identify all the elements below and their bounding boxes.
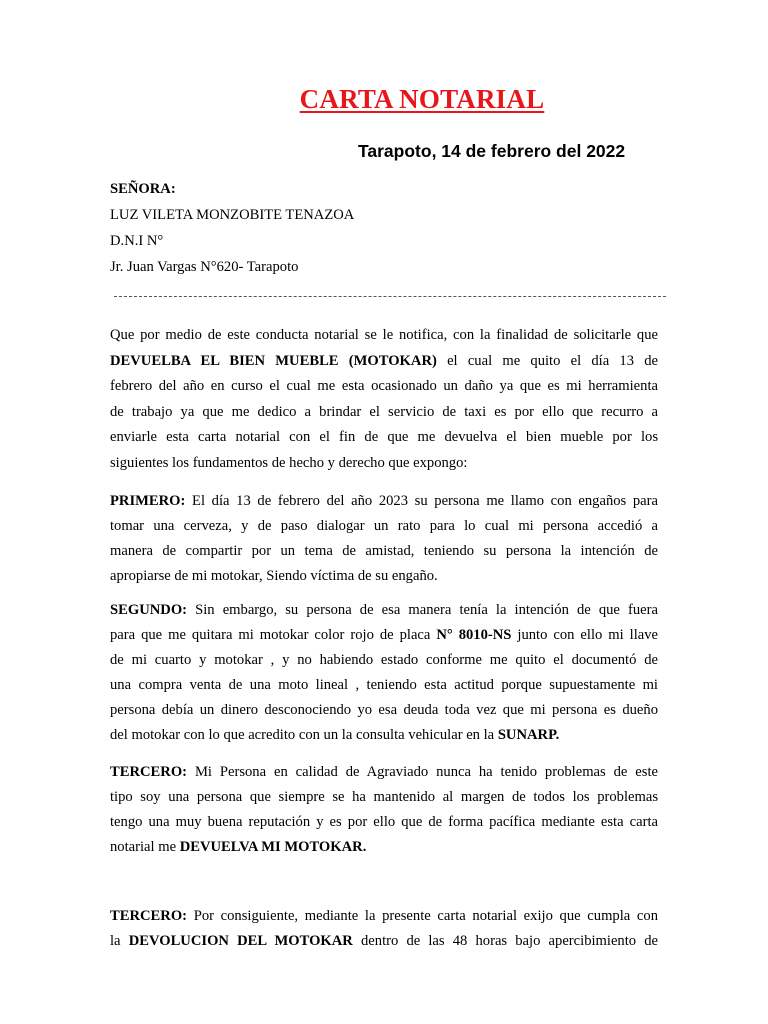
tercero2-label: TERCERO: [110, 908, 188, 924]
segundo-line-6 [110, 723, 658, 748]
tercero1-line-4 [110, 835, 658, 860]
primero-paragraph [110, 489, 658, 589]
segundo-label: SEGUNDO: [110, 602, 188, 618]
recipient-dni: D.N.I N° [110, 233, 164, 249]
recipient-address: Jr. Juan Vargas N°620- Tarapoto [110, 259, 299, 275]
tercero1-label: TERCERO: [110, 764, 188, 780]
primero-line-1 [110, 489, 658, 514]
primero-line-2: tomar una cerveza, y de paso dialogar un rato para lo cual mi persona accedió a [110, 518, 658, 534]
sunarp-label: SUNARP. [497, 727, 560, 743]
tercero1-line-4-a: notarial me [110, 839, 180, 855]
primero-line-4: apropiarse de mi motokar, Siendo víctima de su engaño. [110, 568, 438, 584]
tercero-paragraph-2 [110, 904, 658, 954]
separator-line [114, 296, 666, 297]
recipient-name: LUZ VILETA MONZOBITE TENAZOA [110, 207, 355, 223]
recipient-salutation: SEÑORA: [110, 181, 176, 197]
tercero1-line-1 [110, 760, 658, 785]
segundo-line-5: persona debía un dinero desconociendo yo esa deuda toda vez que mi persona es dueño [110, 702, 658, 718]
tercero2-line-2-b: dentro de las 48 horas bajo apercibimiento de [352, 933, 659, 949]
tercero-paragraph-1 [110, 760, 658, 860]
segundo-line-4: una compra venta de una moto lineal , teniendo esta actitud porque supuestamente mi [110, 677, 658, 693]
document-date: Tarapoto, 14 de febrero del 2022 [358, 141, 626, 161]
intro-line-3: febrero del año en curso el cual me esta ocasionado un daño ya que es mi herramienta [110, 378, 658, 394]
intro-line-1: Que por medio de este conducta notarial se le notifica, con la finalidad de solicitarle que [110, 327, 658, 343]
tercero2-line-2 [110, 929, 658, 954]
primero-label: PRIMERO: [110, 493, 186, 509]
tercero2-line-1-text: Por consiguiente, mediante la presente carta notarial exijo que cumpla con [187, 908, 658, 924]
tercero2-line-1 [110, 904, 658, 929]
tercero2-demand: DEVOLUCION DEL MOTOKAR [128, 933, 353, 949]
document-title [0, 84, 768, 115]
tercero1-demand: DEVUELVA MI MOTOKAR. [179, 839, 367, 855]
intro-line-6: siguientes los fundamentos de hecho y derecho que expongo: [110, 454, 468, 471]
primero-line-3: manera de compartir por un tema de amistad, teniendo su persona la intención de [110, 543, 658, 559]
primero-line-1-text: El día 13 de febrero del año 2023 su persona me llamo con engaños para [185, 493, 658, 509]
segundo-line-2-a: para que me quitara mi motokar color rojo de placa [110, 627, 437, 643]
tercero2-line-2-a: la [110, 933, 129, 949]
document-title-text: CARTA NOTARIAL [299, 84, 545, 114]
intro-line-2-bold: DEVUELBA EL BIEN MUEBLE (MOTOKAR) [110, 352, 437, 369]
intro-line-5: enviarle esta carta notarial con el fin de que me devuelva el bien mueble por los [110, 429, 658, 445]
tercero1-line-3: tengo una muy buena reputación y es por ello que de forma pacífica mediante esta carta [110, 814, 658, 830]
segundo-paragraph [110, 598, 658, 748]
intro-paragraph [110, 323, 658, 476]
segundo-line-2 [110, 623, 658, 648]
intro-line-2 [110, 349, 658, 375]
tercero1-line-2: tipo soy una persona que siempre se ha mantenido al margen de todos los problemas [110, 789, 658, 805]
segundo-line-6-a: del motokar con lo que acredito con un la consulta vehicular en la [110, 727, 498, 743]
intro-line-4: de trabajo ya que me dedico a brindar el servicio de taxi es por ello que recurro a [110, 403, 658, 420]
segundo-line-1-text: Sin embargo, su persona de esa manera tenía la intención de que fuera [187, 602, 658, 618]
segundo-line-1 [110, 598, 658, 623]
tercero1-line-1-text: Mi Persona en calidad de Agraviado nunca ha tenido problemas de este [187, 764, 658, 780]
license-plate: N° 8010-NS [436, 627, 512, 643]
segundo-line-3: de mi cuarto y motokar , y no habiendo estado conforme me quito el documentó de [110, 652, 658, 668]
intro-line-2-rest: el cual me quito el día 13 de [436, 352, 658, 369]
segundo-line-2-b: junto con ello mi llave [511, 627, 659, 643]
